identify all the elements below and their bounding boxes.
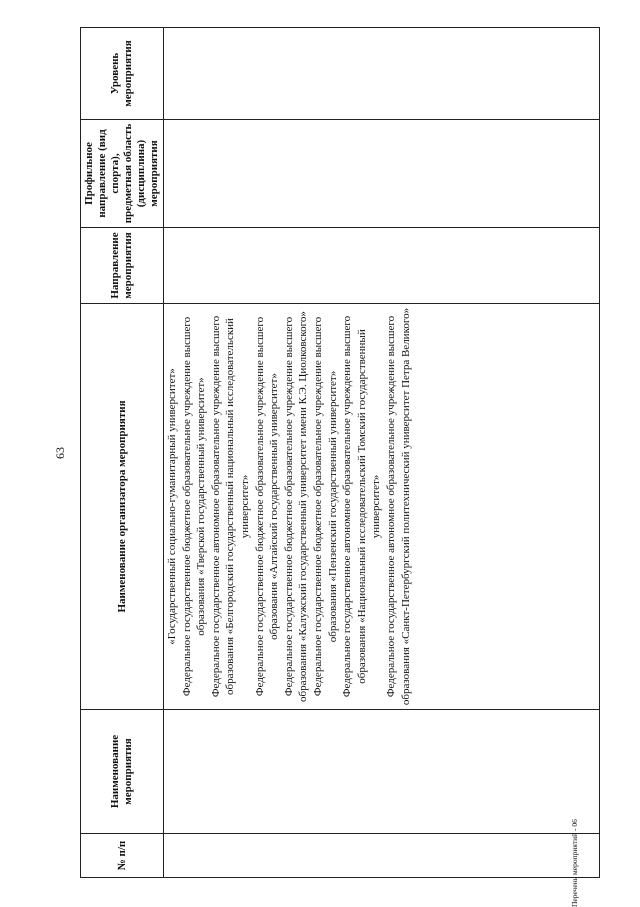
header-direction: Направление мероприятия xyxy=(81,228,164,304)
cell-organizers xyxy=(164,304,600,710)
header-event-name: Наименование мероприятия xyxy=(81,710,164,834)
organizer-entry: Федеральное государственное бюджетное образовательное учреждение высшего образования «Калужский государственный университет имени К.Э. Циолковского» xyxy=(282,311,310,702)
page-number: 63 xyxy=(53,447,67,459)
header-organizer-name: Наименование организатора мероприятия xyxy=(81,304,164,710)
organizer-entry: Федеральное государственное автономное образовательное учреждение высшего образования «Белгородский государственный национальный исследовательский университет» xyxy=(209,315,251,698)
header-profile-direction: Профильное направление (вид спорта), предметная область (дисциплина) мероприятия xyxy=(81,120,164,228)
footer-text: Перечень мероприятий - 06 xyxy=(570,819,579,907)
events-table xyxy=(80,27,600,878)
organizer-entry: Федеральное государственное бюджетное образовательное учреждение высшего образования «Тверской государственный университет» xyxy=(180,316,208,697)
cell-profile-direction xyxy=(164,120,600,228)
organizer-entry: «Государственный социально-гуманитарный университет» xyxy=(166,368,178,645)
cell-direction xyxy=(164,228,600,304)
table-header-row xyxy=(81,28,164,878)
table-row xyxy=(164,28,600,878)
cell-number xyxy=(164,834,600,878)
organizer-entry: Федеральное государственное бюджетное образовательное учреждение высшего образования «Пензенский государственный университет» xyxy=(311,316,339,697)
header-event-level: Уровень мероприятия xyxy=(81,28,164,120)
cell-event-level xyxy=(164,28,600,120)
organizer-entry: Федеральное государственное автономное образовательное учреждение высшего образования «Санкт-Петербургский политехнический университет Петра Великого» xyxy=(384,307,412,706)
rotated-page xyxy=(80,28,600,878)
organizer-entry: Федеральное государственное автономное образовательное учреждение высшего образования «Национальный исследовательский Томский государственный университет» xyxy=(341,315,383,698)
cell-event-name xyxy=(164,710,600,834)
organizer-entry: Федеральное государственное бюджетное образовательное учреждение высшего образования «Алтайский государственный университет» xyxy=(253,316,281,697)
header-number: № п/п xyxy=(81,834,164,878)
